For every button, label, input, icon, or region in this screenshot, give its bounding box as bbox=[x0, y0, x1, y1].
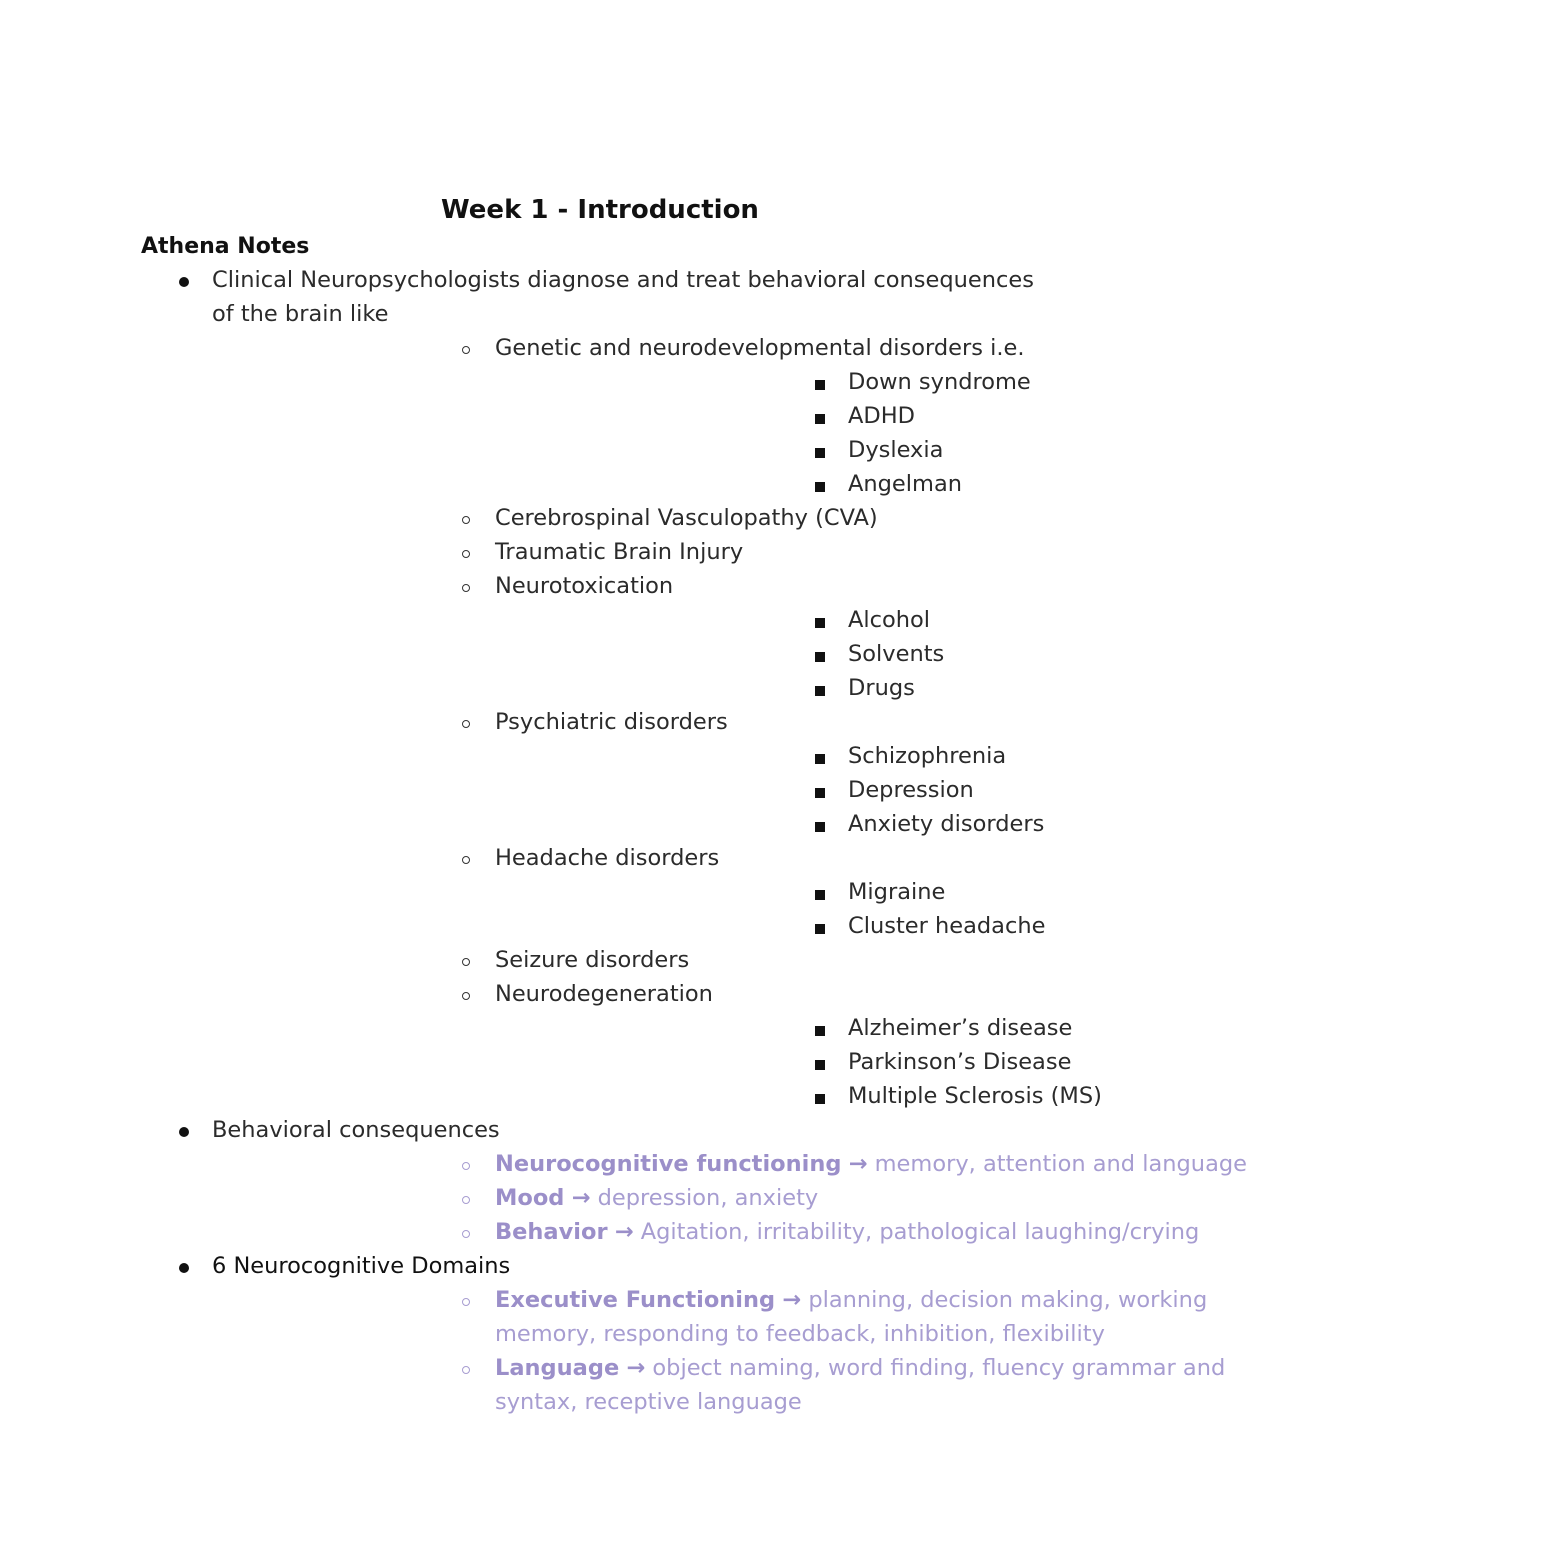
nested-item-label: Parkinson’s Disease bbox=[848, 1049, 1072, 1075]
hollow-bullet-icon bbox=[462, 550, 470, 558]
sub-list-item bbox=[212, 569, 1275, 705]
nested-list-item bbox=[495, 875, 1548, 909]
filled-bullet-icon bbox=[179, 277, 189, 287]
notes-content bbox=[0, 263, 1247, 1419]
nested-item-label: Down syndrome bbox=[848, 369, 1031, 395]
sub-item-label: Headache disorders bbox=[495, 845, 720, 871]
nested-item-label: Alzheimer’s disease bbox=[848, 1015, 1073, 1041]
bullet-text: Behavioral consequences bbox=[212, 1117, 500, 1143]
accent-list-item bbox=[212, 1283, 1275, 1351]
sub-list-item bbox=[212, 977, 1275, 1113]
arrow-icon: → bbox=[614, 1219, 634, 1245]
sub-list-item bbox=[212, 705, 1275, 841]
arrow-icon: → bbox=[848, 1151, 868, 1177]
nested-item-label: Alcohol bbox=[848, 607, 931, 633]
nested-sublist bbox=[495, 365, 1275, 501]
nested-list-item bbox=[495, 467, 1548, 501]
bullet-text: Clinical Neuropsychologists diagnose and treat behavioral consequences of the brain like bbox=[212, 267, 1034, 327]
top-level-list bbox=[0, 263, 1247, 1419]
nested-item-label: Angelman bbox=[848, 471, 962, 497]
accent-list-item bbox=[212, 1147, 1275, 1181]
hollow-bullet-icon bbox=[462, 958, 470, 966]
sub-list-item bbox=[212, 841, 1275, 943]
nested-list-item bbox=[495, 909, 1548, 943]
arrow-icon: → bbox=[571, 1185, 591, 1211]
term-description: depression, anxiety bbox=[597, 1185, 819, 1211]
square-bullet-icon bbox=[815, 924, 825, 934]
arrow-icon: → bbox=[626, 1355, 646, 1381]
nested-list-item bbox=[495, 807, 1548, 841]
nested-item-label: Depression bbox=[848, 777, 974, 803]
square-bullet-icon bbox=[815, 482, 825, 492]
nested-item-label: Anxiety disorders bbox=[848, 811, 1045, 837]
bullet-text: 6 Neurocognitive Domains bbox=[212, 1253, 511, 1279]
term-description: object naming, word finding, fluency grammar and syntax, receptive language bbox=[495, 1355, 1226, 1415]
hollow-bullet-icon bbox=[462, 1162, 470, 1170]
term-label: Mood bbox=[495, 1185, 565, 1211]
sub-list-item bbox=[212, 331, 1275, 501]
square-bullet-icon bbox=[815, 1094, 825, 1104]
hollow-bullet-icon bbox=[462, 992, 470, 1000]
nested-item-label: Multiple Sclerosis (MS) bbox=[848, 1083, 1102, 1109]
accent-list-item bbox=[212, 1351, 1275, 1419]
sub-item-label: Traumatic Brain Injury bbox=[495, 539, 744, 565]
square-bullet-icon bbox=[815, 1060, 825, 1070]
hollow-bullet-icon bbox=[462, 584, 470, 592]
accent-list-item bbox=[212, 1215, 1275, 1249]
square-bullet-icon bbox=[815, 754, 825, 764]
hollow-bullet-icon bbox=[462, 346, 470, 354]
behavioral-sublist bbox=[212, 1147, 1247, 1249]
sub-item-label: Seizure disorders bbox=[495, 947, 690, 973]
list-item-behavioral bbox=[0, 1113, 1247, 1249]
nested-list-item bbox=[495, 1079, 1548, 1113]
hollow-bullet-icon bbox=[462, 856, 470, 864]
square-bullet-icon bbox=[815, 686, 825, 696]
term-label: Executive Functioning bbox=[495, 1287, 776, 1313]
nested-list-item bbox=[495, 773, 1548, 807]
square-bullet-icon bbox=[815, 414, 825, 424]
term-label: Neurocognitive functioning bbox=[495, 1151, 842, 1177]
square-bullet-icon bbox=[815, 380, 825, 390]
nested-sublist bbox=[495, 875, 1275, 943]
filled-bullet-icon bbox=[179, 1263, 189, 1273]
sub-item-label: Psychiatric disorders bbox=[495, 709, 728, 735]
nested-list-item bbox=[495, 399, 1548, 433]
sub-list-item bbox=[212, 501, 1275, 535]
list-item-intro bbox=[0, 263, 1102, 1113]
sub-item-label: Cerebrospinal Vasculopathy (CVA) bbox=[495, 505, 878, 531]
sub-item-label: Neurotoxication bbox=[495, 573, 674, 599]
section-heading: Athena Notes bbox=[141, 234, 310, 259]
square-bullet-icon bbox=[815, 448, 825, 458]
nested-item-label: Cluster headache bbox=[848, 913, 1046, 939]
intro-sublist bbox=[212, 331, 1102, 1113]
nested-list-item bbox=[495, 1045, 1548, 1079]
sub-item-label: Genetic and neurodevelopmental disorders i.e. bbox=[495, 335, 1025, 361]
nested-list-item bbox=[495, 637, 1548, 671]
hollow-bullet-icon bbox=[462, 1230, 470, 1238]
filled-bullet-icon bbox=[179, 1127, 189, 1137]
term-description: Agitation, irritability, pathological laughing/crying bbox=[640, 1219, 1200, 1245]
arrow-icon: → bbox=[782, 1287, 802, 1313]
square-bullet-icon bbox=[815, 1026, 825, 1036]
nested-sublist bbox=[495, 739, 1275, 841]
sub-list-item bbox=[212, 535, 1275, 569]
term-label: Behavior bbox=[495, 1219, 608, 1245]
square-bullet-icon bbox=[815, 822, 825, 832]
nested-list-item bbox=[495, 603, 1548, 637]
nested-list-item bbox=[495, 433, 1548, 467]
nested-item-label: ADHD bbox=[848, 403, 915, 429]
sub-item-label: Neurodegeneration bbox=[495, 981, 713, 1007]
nested-item-label: Schizophrenia bbox=[848, 743, 1007, 769]
nested-item-label: Migraine bbox=[848, 879, 946, 905]
square-bullet-icon bbox=[815, 890, 825, 900]
square-bullet-icon bbox=[815, 788, 825, 798]
nested-list-item bbox=[495, 1011, 1548, 1045]
hollow-bullet-icon bbox=[462, 720, 470, 728]
term-description: planning, decision making, working memory, responding to feedback, inhibition, flexibility bbox=[495, 1287, 1208, 1347]
accent-list-item bbox=[212, 1181, 1275, 1215]
nested-item-label: Solvents bbox=[848, 641, 945, 667]
list-item-domains bbox=[0, 1249, 1226, 1419]
nested-item-label: Dyslexia bbox=[848, 437, 944, 463]
nested-list-item bbox=[495, 671, 1548, 705]
square-bullet-icon bbox=[815, 652, 825, 662]
hollow-bullet-icon bbox=[462, 1196, 470, 1204]
square-bullet-icon bbox=[815, 618, 825, 628]
nested-sublist bbox=[495, 603, 1275, 705]
page-title: Week 1 - Introduction bbox=[441, 195, 759, 225]
hollow-bullet-icon bbox=[462, 1298, 470, 1306]
nested-list-item bbox=[495, 365, 1548, 399]
domains-sublist bbox=[212, 1283, 1226, 1419]
hollow-bullet-icon bbox=[462, 1366, 470, 1374]
term-description: memory, attention and language bbox=[874, 1151, 1247, 1177]
nested-sublist bbox=[495, 1011, 1275, 1113]
sub-list-item bbox=[212, 943, 1275, 977]
nested-list-item bbox=[495, 739, 1548, 773]
nested-item-label: Drugs bbox=[848, 675, 915, 701]
term-label: Language bbox=[495, 1355, 620, 1381]
hollow-bullet-icon bbox=[462, 516, 470, 524]
